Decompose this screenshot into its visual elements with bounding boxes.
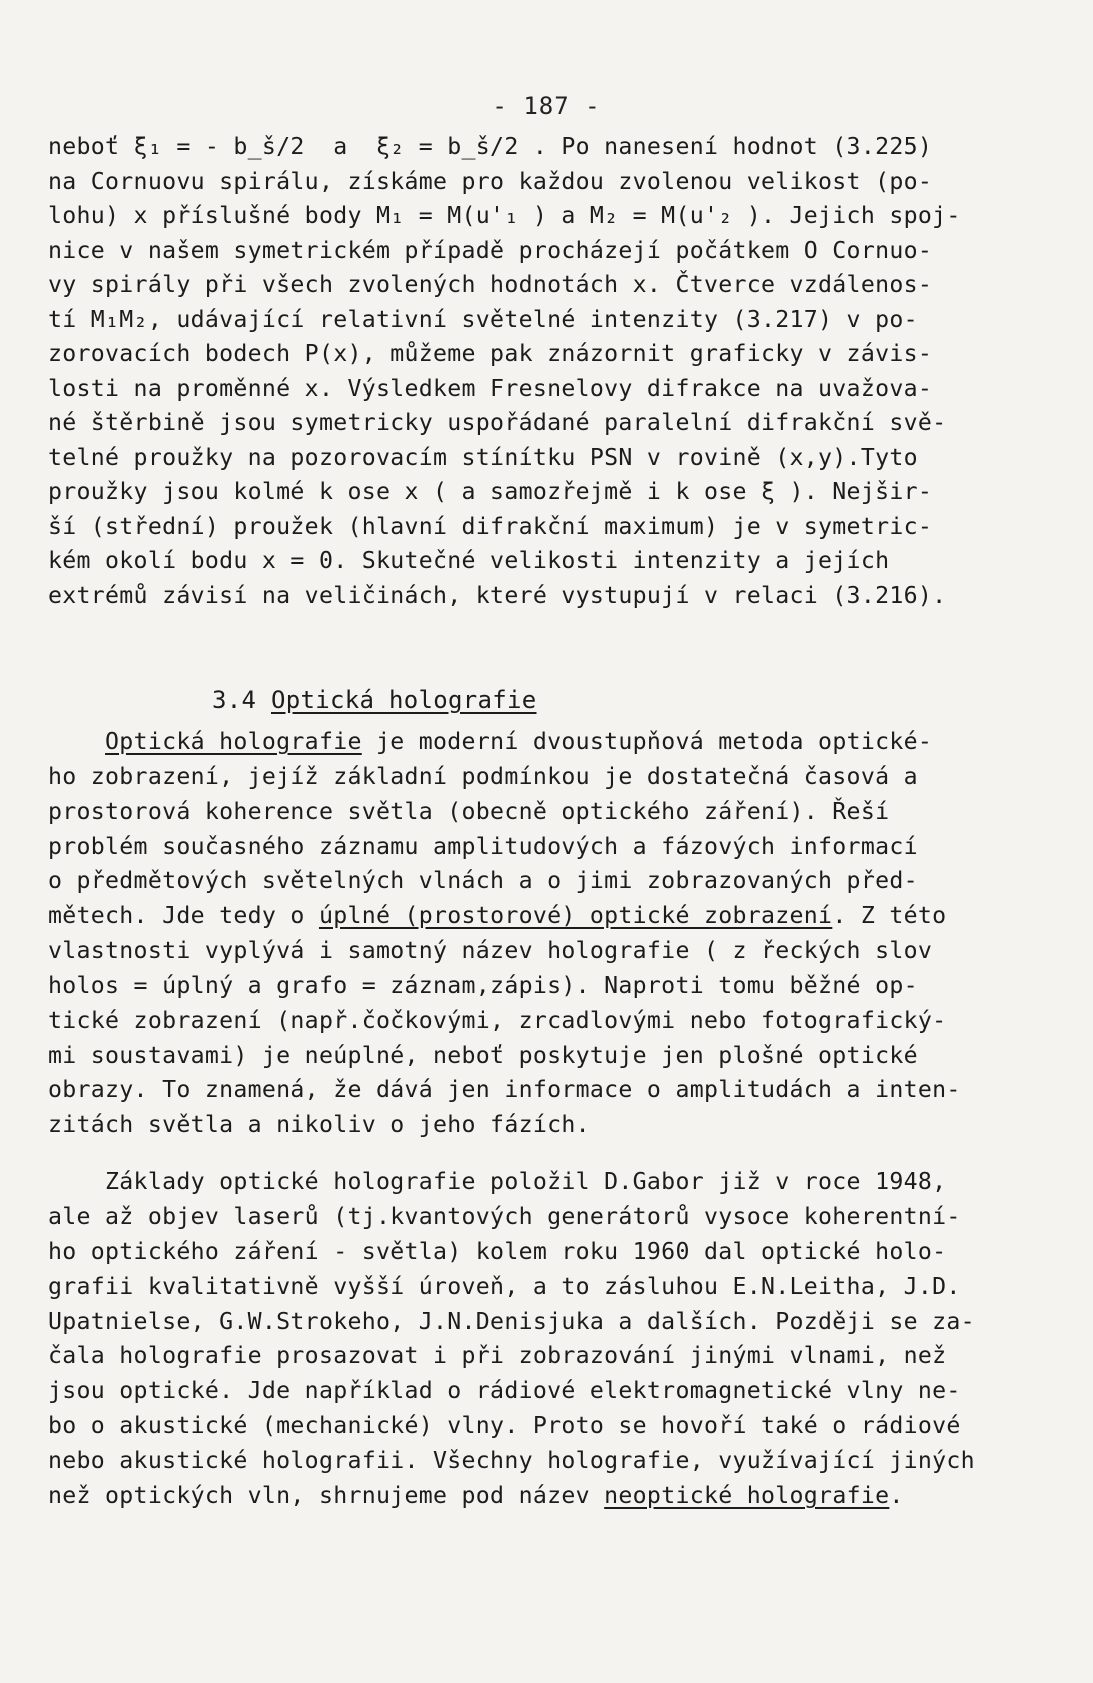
text-line: jsou optické. Jde například o rádiové elektromagnetické vlny ne- [48, 1377, 961, 1405]
text-line: neboť ξ₁ = - b_š/2 a ξ₂ = b_š/2 . Po nanesení hodnot (3.225) [48, 133, 933, 160]
text-line: vlastnosti vyplývá i samotný název holografie ( z řeckých slov [48, 937, 933, 965]
text-line: tí M₁M₂, udávající relativní světelné intenzity (3.217) v po- [48, 305, 918, 333]
text-line: Optická holografie je moderní dvoustupňová metoda optické- [105, 728, 933, 755]
text-line: ale až objev laserů (tj.kvantových generátorů vysoce koherentní- [48, 1202, 961, 1230]
text-line: holos = úplný a grafo = záznam,zápis). Naproti tomu běžné op- [48, 971, 918, 999]
section-title: Optická holografie [271, 686, 537, 714]
section-heading [212, 686, 537, 714]
text-line: Základy optické holografie položil D.Gabor již v roce 1948, [48, 1168, 947, 1195]
text-line: ho zobrazení, jejíž základní podmínkou je dostatečná časová a [48, 762, 918, 790]
paragraph-diffraction [48, 130, 1048, 613]
text-line: extrémů závisí na veličinách, které vystupují v relaci (3.216). [48, 581, 947, 609]
page-number: - 187 - [492, 92, 601, 120]
paragraph-holography-intro [48, 725, 1048, 1143]
text-line: prostorová koherence světla (obecně optického záření). Řeší [48, 797, 890, 825]
section-number: 3.4 [212, 686, 257, 714]
text-line: o předmětových světelných vlnách a o jimi zobrazovaných před- [48, 867, 918, 895]
text-line: telné proužky na pozorovacím stínítku PSN v rovině (x,y).Tyto [48, 443, 918, 471]
text-line: čala holografie prosazovat i při zobrazování jinými vlnami, než [48, 1342, 947, 1370]
text-line: lohu) x příslušné body M₁ = M(u'₁ ) a M₂ = M(u'₂ ). Jejich spoj- [48, 202, 961, 229]
text-line: tické zobrazení (např.čočkovými, zrcadlovými nebo fotografický- [48, 1006, 947, 1034]
text-line: Upatnielse, G.W.Strokeho, J.N.Denisjuka a dalších. Později se za- [48, 1307, 975, 1335]
text-line: zitách světla a nikoliv o jeho fázích. [48, 1111, 590, 1139]
term-non-optical-holography: neoptické holografie [604, 1482, 890, 1510]
text-line: grafii kvalitativně vyšší úroveň, a to zásluhou E.N.Leitha, J.D. [48, 1272, 961, 1300]
text-line: nice v našem symetrickém případě procházejí počátkem O Cornuo- [48, 236, 933, 264]
text-line: losti na proměnné x. Výsledkem Fresnelovy difrakce na uvažova- [48, 374, 933, 402]
text-line: než optických vln, shrnujeme pod název neoptické holografie. [48, 1482, 904, 1510]
text-line: proužky jsou kolmé k ose x ( a samozřejmě i k ose ξ ). Nejšir- [48, 478, 933, 505]
text-line: bo o akustické (mechanické) vlny. Proto se hovoří také o rádiové [48, 1412, 961, 1440]
text-line: mětech. Jde tedy o úplné (prostorové) optické zobrazení. Z této [48, 902, 947, 930]
paragraph-holography-history [48, 1165, 1048, 1514]
text-line: ší (střední) proužek (hlavní difrakční maximum) je v symetric- [48, 512, 933, 540]
text-line: ho optického záření - světla) kolem roku 1960 dal optické holo- [48, 1237, 947, 1265]
text-line: problém současného záznamu amplitudových a fázových informací [48, 832, 918, 860]
text-line: vy spirály při všech zvolených hodnotách x. Čtverce vzdálenos- [48, 271, 933, 298]
term-optical-holography: Optická holografie [105, 728, 362, 755]
text-line: nebo akustické holografii. Všechny holografie, využívající jiných [48, 1447, 975, 1475]
text-line: né štěrbině jsou symetricky uspořádané paralelní difrakční svě- [48, 409, 947, 436]
text-line: na Cornuovu spirálu, získáme pro každou zvolenou velikost (po- [48, 167, 933, 195]
text-line: kém okolí bodu x = 0. Skutečné velikosti intenzity a jejích [48, 547, 890, 574]
term-complete-imaging: úplné (prostorové) optické zobrazení [318, 902, 833, 930]
text-line: obrazy. To znamená, že dává jen informace o amplitudách a inten- [48, 1076, 961, 1104]
text-line: zorovacích bodech P(x), můžeme pak znázornit graficky v závis- [48, 340, 933, 367]
text-line: mi soustavami) je neúplné, neboť poskytuje jen plošné optické [48, 1041, 918, 1069]
